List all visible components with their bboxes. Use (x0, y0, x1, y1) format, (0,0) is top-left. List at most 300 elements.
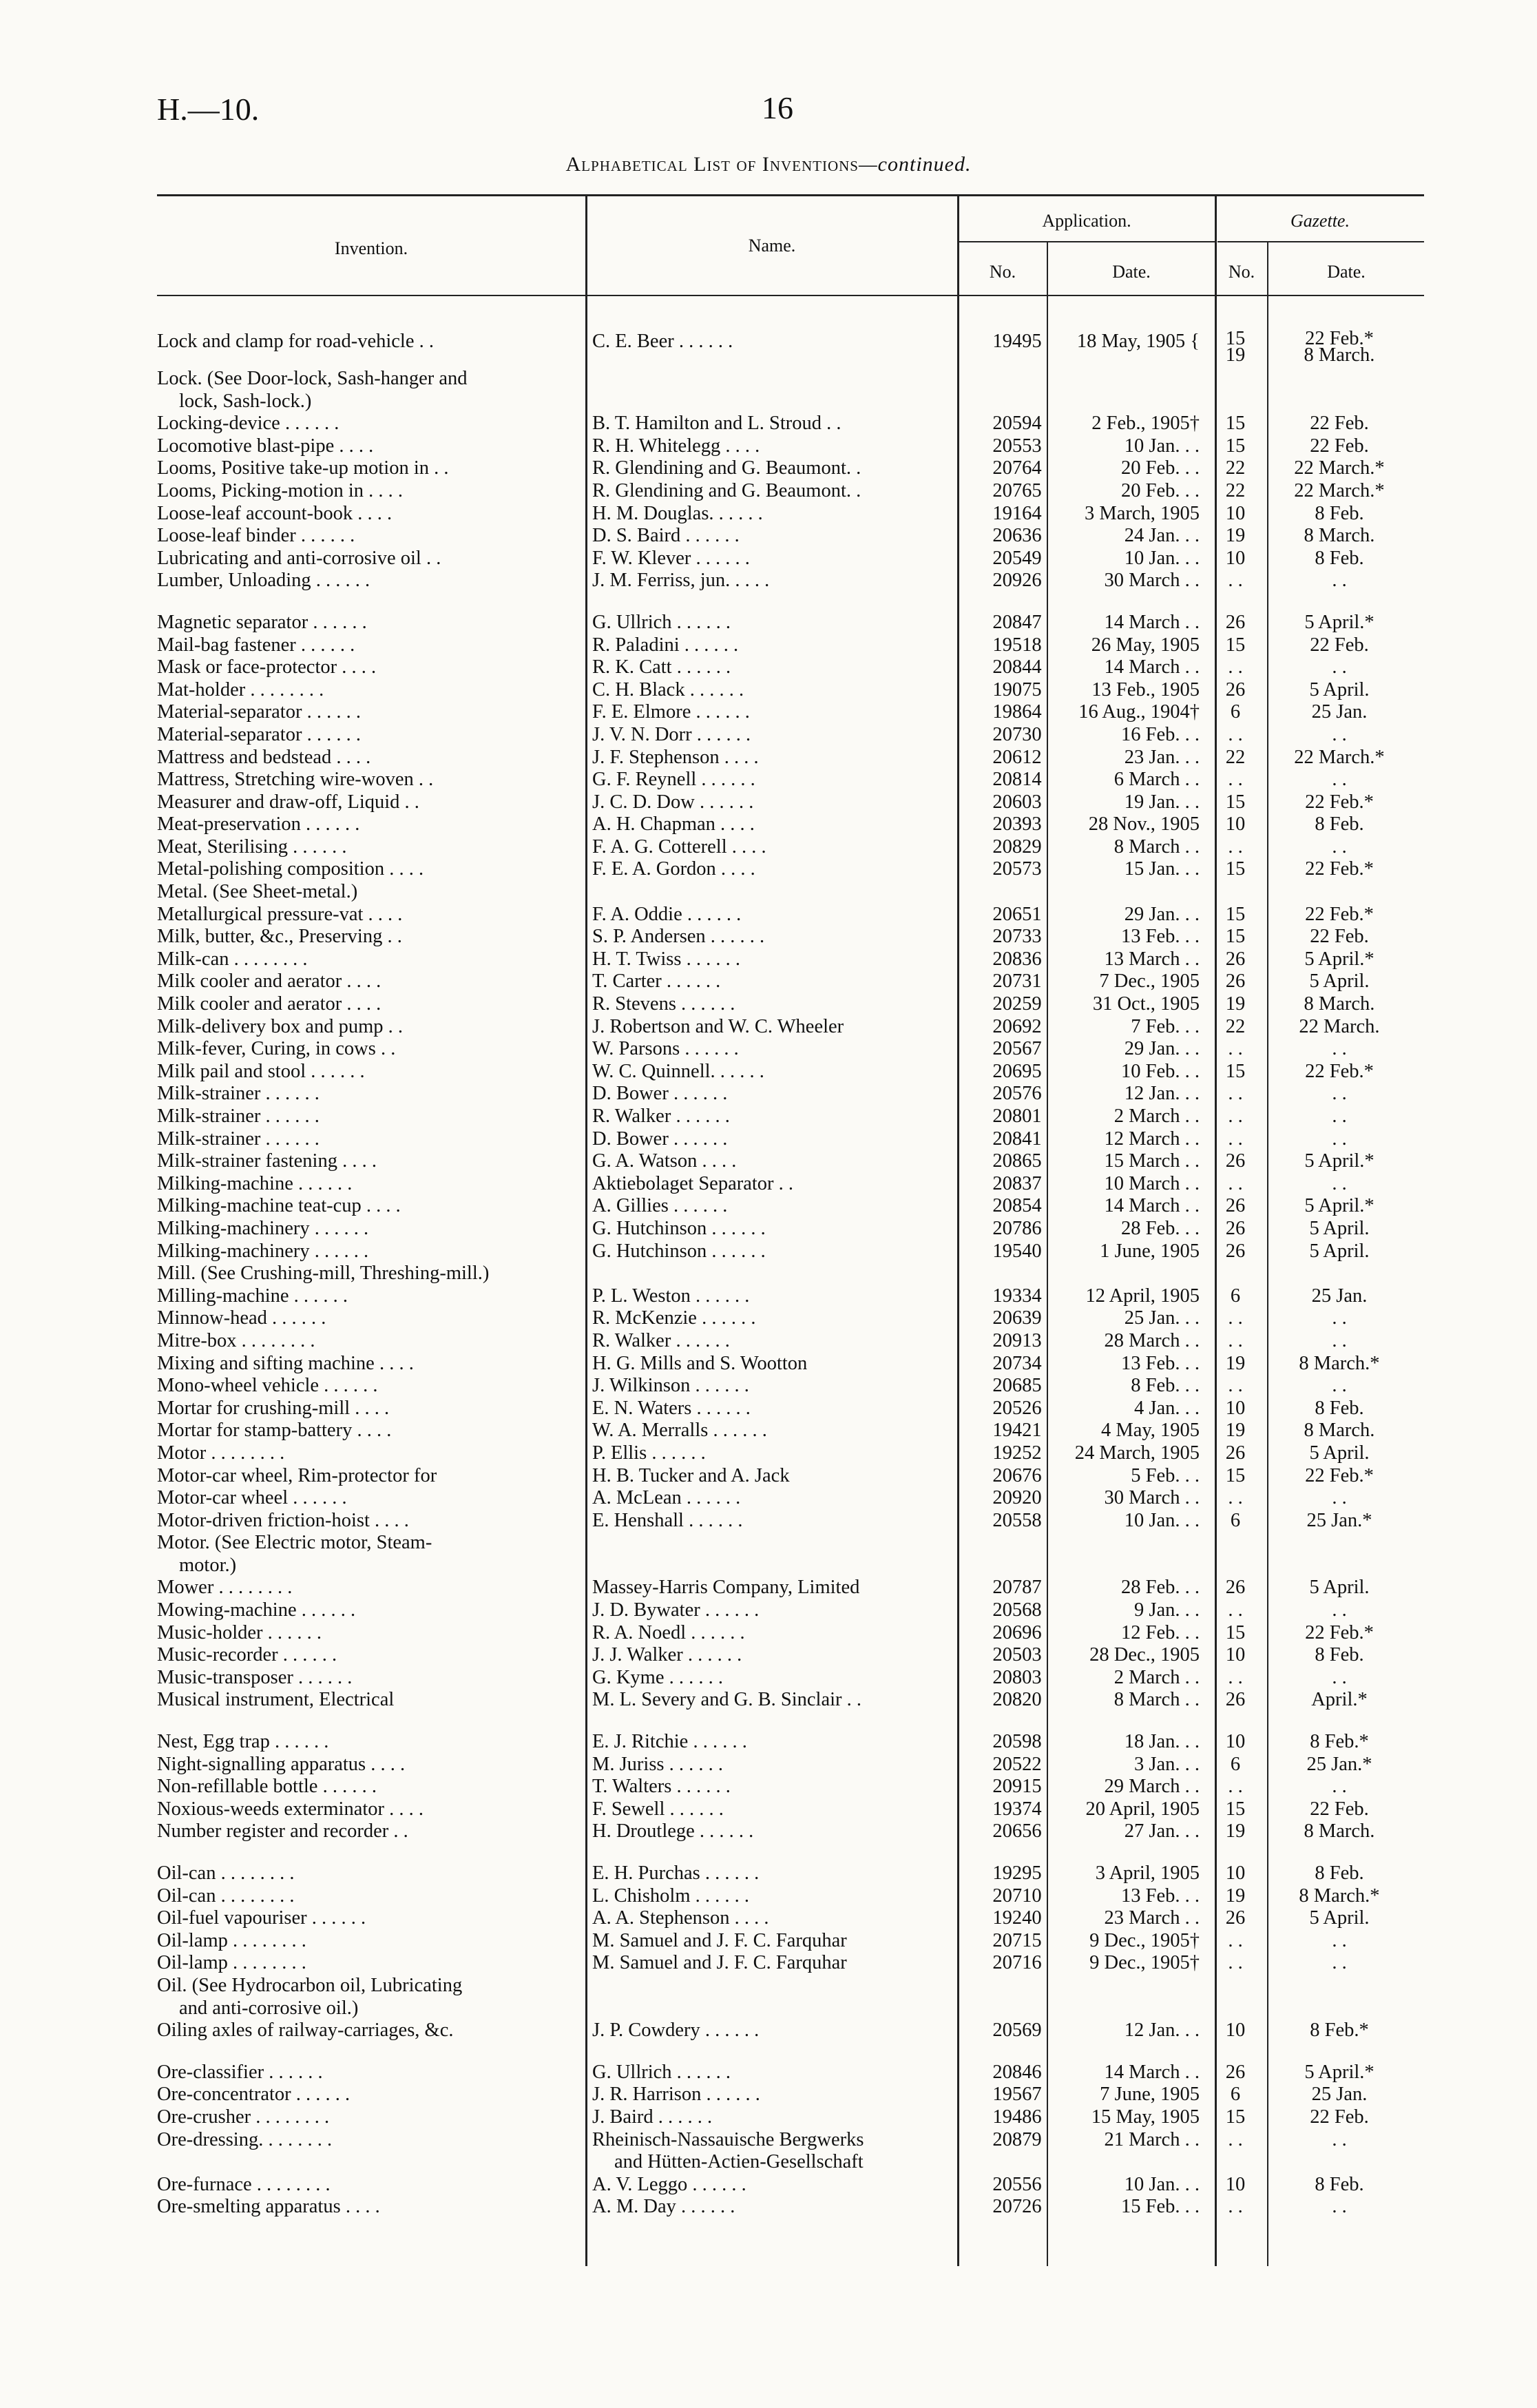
gazette-date-cell: 5 April. (1309, 1217, 1370, 1239)
name-cell: H. M. Douglas. . . . . . (592, 502, 763, 524)
application-number-cell: 20556 (992, 2173, 1042, 2195)
invention-cell: Motor. (See Electric motor, Steam- (157, 1532, 432, 1554)
table-row (157, 948, 1424, 971)
application-number-cell: 20814 (992, 769, 1042, 791)
application-date-cell: 9 Dec., 1905† (1089, 1929, 1200, 1951)
invention-cell: Mortar for crushing-mill . . . . (157, 1397, 390, 1419)
application-number-cell: 20696 (992, 1621, 1042, 1643)
application-date-cell: 19 Jan. . . (1124, 791, 1200, 813)
table-row (157, 1128, 1424, 1151)
name-cell: R. Walker . . . . . . (592, 1106, 730, 1127)
gazette-number-cell: 15 (1225, 1798, 1246, 1820)
gazette-date-cell: 22 Feb.* (1305, 1621, 1374, 1643)
name-cell: R. Glendining and G. Beaumont. . (592, 457, 861, 479)
name-cell: M. Samuel and J. F. C. Farquhar (592, 1929, 847, 1951)
table-row (157, 1398, 1424, 1420)
gazette-number-cell: 26 (1225, 2061, 1246, 2083)
invention-cell: Lock. (See Door-lock, Sash-hanger and (157, 368, 468, 389)
section-gap (157, 592, 1424, 612)
application-number-cell: 20393 (992, 813, 1042, 835)
invention-cell: Oiling axles of railway-carriages, &c. (157, 2020, 454, 2042)
gazette-date-cell: . . (1332, 1038, 1347, 1060)
name-cell: G. Hutchinson . . . . . . (592, 1240, 766, 1262)
name-cell: R. K. Catt . . . . . . (592, 656, 731, 678)
name-cell: A. McLean . . . . . . (592, 1487, 741, 1509)
gazette-date-cell: 8 Feb. (1315, 502, 1364, 524)
application-number-cell: 20569 (992, 2020, 1042, 2042)
invention-cell: Meat-preservation . . . . . . (157, 813, 360, 835)
gazette-number-cell: . . (1228, 1599, 1243, 1621)
application-date-cell: 9 Dec., 1905† (1089, 1952, 1200, 1974)
table-row (157, 1420, 1424, 1442)
invention-cell: Metal-polishing composition . . . . (157, 858, 424, 880)
application-number-cell: 20716 (992, 1952, 1042, 1974)
application-date-cell: 29 March . . (1104, 1776, 1200, 1798)
gazette-date-cell: 22 Feb. (1310, 2106, 1369, 2128)
invention-cell: Ore-smelting apparatus . . . . (157, 2196, 380, 2218)
invention-cell: Oil-can . . . . . . . . (157, 1885, 295, 1907)
application-number-cell: 20915 (992, 1776, 1042, 1798)
gazette-date-cell: 22 Feb.* (1305, 858, 1374, 880)
gazette-number-cell: 19 (1225, 993, 1246, 1015)
page-title (0, 153, 1537, 176)
invention-cell: lock, Sash-lock.) (179, 390, 312, 412)
table-row (157, 881, 1424, 904)
application-date-cell: 20 Feb. . . (1121, 479, 1200, 501)
gazette-date-cell: 8 Feb. (1315, 547, 1364, 569)
application-date-cell: 15 Feb. . . (1121, 2196, 1200, 2218)
application-number-cell: 19164 (992, 502, 1042, 524)
header-gaz-no: No. (1228, 262, 1255, 282)
gazette-number-cell: 15 (1225, 634, 1246, 656)
gazette-date-cell: 22 Feb.* 8 March. (1304, 328, 1375, 366)
application-date-cell: 24 March, 1905 (1074, 1442, 1200, 1464)
gazette-date-cell: 8 Feb. (1315, 813, 1364, 835)
table-row (157, 813, 1424, 836)
gazette-number-cell: 22 (1225, 1015, 1246, 1037)
application-number-cell: 20764 (992, 457, 1042, 479)
gazette-date-cell: 8 March. (1304, 1420, 1375, 1442)
application-date-cell: 13 March . . (1104, 948, 1200, 970)
application-date-cell: 21 March . . (1104, 2128, 1200, 2150)
application-number-cell: 19486 (992, 2106, 1042, 2128)
gazette-date-cell: 8 Feb.* (1310, 1731, 1369, 1753)
table-row (157, 1599, 1424, 1622)
gazette-date-cell: 8 Feb. (1315, 1397, 1364, 1419)
application-number-cell: 19252 (992, 1442, 1042, 1464)
application-number-cell: 20594 (992, 413, 1042, 435)
gazette-date-cell: 22 March.* (1294, 457, 1385, 479)
gazette-number-cell: 19 (1225, 1420, 1246, 1442)
title-continued: —continued. (859, 153, 972, 176)
application-date-cell: 14 March . . (1104, 2061, 1200, 2083)
invention-cell: Oil-lamp . . . . . . . . (157, 1929, 306, 1951)
gazette-number-cell: 19 (1225, 525, 1246, 547)
table-row (157, 1241, 1424, 1263)
invention-cell: Milk, butter, &c., Preserving . . (157, 926, 402, 948)
table-row (157, 457, 1424, 480)
name-cell: H. Droutlege . . . . . . (592, 1820, 754, 1843)
name-cell: A. Gillies . . . . . . (592, 1195, 728, 1217)
gazette-number-cell: 15 (1225, 791, 1246, 813)
table-row (157, 1689, 1424, 1712)
gazette-number-cell: 15 (1225, 1621, 1246, 1643)
invention-cell: Milking-machinery . . . . . . (157, 1240, 369, 1262)
application-date-cell: 4 May, 1905 (1100, 1420, 1200, 1442)
gazette-date-cell: 5 April. (1309, 678, 1370, 700)
name-cell: J. Baird . . . . . . (592, 2106, 713, 2128)
application-date-cell: 29 Jan. . . (1124, 1038, 1200, 1060)
name-cell: R. Paladini . . . . . . (592, 634, 739, 656)
application-number-cell: 20676 (992, 1464, 1042, 1486)
application-date-cell: 16 Feb. . . (1121, 723, 1200, 745)
table-row (157, 480, 1424, 503)
application-date-cell: 3 Jan. . . (1134, 1753, 1200, 1775)
application-date-cell: 14 March . . (1104, 1195, 1200, 1217)
gazette-number-cell: 26 (1225, 1442, 1246, 1464)
gazette-number-cell: 26 (1225, 1217, 1246, 1239)
gazette-number-cell: . . (1228, 1038, 1243, 1060)
gazette-date-cell: 5 April.* (1304, 1150, 1374, 1172)
name-cell: Massey-Harris Company, Limited (592, 1577, 860, 1599)
invention-cell: Looms, Positive take-up motion in . . (157, 457, 449, 479)
table-row (157, 971, 1424, 993)
table-row (157, 747, 1424, 769)
application-date-cell: 2 March . . (1113, 1666, 1200, 1688)
title-main: Alphabetical List of Inventions (565, 153, 859, 176)
gazette-number-cell: . . (1228, 2128, 1243, 2150)
name-cell: C. H. Black . . . . . . (592, 678, 744, 700)
name-cell: Aktiebolaget Separator . . (592, 1172, 794, 1194)
name-cell: J. R. Harrison . . . . . . (592, 2084, 760, 2106)
application-date-cell: 7 June, 1905 (1100, 2084, 1200, 2106)
invention-cell: Material-separator . . . . . . (157, 701, 361, 723)
gazette-date-cell: . . (1332, 1083, 1347, 1105)
gazette-number-cell: 19 (1225, 1352, 1246, 1374)
application-date-cell: 18 May, 1905 { (1076, 331, 1200, 352)
gazette-date-cell: 5 April.* (1304, 1195, 1374, 1217)
table-row (157, 2129, 1424, 2152)
application-date-cell: 3 April, 1905 (1095, 1862, 1200, 1884)
application-number-cell: 20846 (992, 2061, 1042, 2083)
name-cell: E. H. Purchas . . . . . . (592, 1862, 760, 1884)
application-date-cell: 15 May, 1905 (1091, 2106, 1200, 2128)
application-date-cell: 8 March . . (1113, 1689, 1200, 1711)
application-date-cell: 26 May, 1905 (1091, 634, 1200, 656)
table-row (157, 1038, 1424, 1061)
name-cell: E. Henshall . . . . . . (592, 1509, 743, 1531)
application-number-cell: 19240 (992, 1907, 1042, 1929)
application-number-cell: 20695 (992, 1060, 1042, 1082)
application-number-cell: 20837 (992, 1172, 1042, 1194)
name-cell: G. Kyme . . . . . . (592, 1666, 723, 1688)
table-row (157, 1353, 1424, 1376)
table-row (157, 525, 1424, 548)
invention-cell: Night-signalling apparatus . . . . (157, 1753, 406, 1775)
application-number-cell: 20715 (992, 1929, 1042, 1951)
name-cell: R. McKenzie . . . . . . (592, 1307, 756, 1329)
table-row (157, 1061, 1424, 1083)
invention-cell: Oil-lamp . . . . . . . . (157, 1952, 306, 1974)
application-number-cell: 20639 (992, 1307, 1042, 1329)
application-date-cell: 28 Nov., 1905 (1088, 813, 1200, 835)
gazette-number-cell: 10 (1225, 1862, 1246, 1884)
application-number-cell: 19421 (992, 1420, 1042, 1442)
application-date-cell: 30 March . . (1104, 570, 1200, 592)
table-row (157, 1016, 1424, 1039)
invention-cell: Mixing and sifting machine . . . . (157, 1352, 414, 1374)
gazette-number-cell: 26 (1225, 1577, 1246, 1599)
application-date-cell: 15 Jan. . . (1124, 858, 1200, 880)
application-date-cell: 4 Jan. . . (1134, 1397, 1200, 1419)
gazette-number-cell: . . (1228, 1128, 1243, 1150)
table-top-rule (157, 194, 1424, 196)
application-number-cell: 20913 (992, 1329, 1042, 1351)
gazette-date-cell: 22 March. (1299, 1015, 1380, 1037)
name-cell: G. F. Reynell . . . . . . (592, 769, 755, 791)
gazette-number-cell: 15 19 (1225, 328, 1246, 366)
table-row (157, 1975, 1424, 1997)
table-row (157, 1754, 1424, 1776)
header-gaz-date: Date. (1327, 262, 1366, 282)
application-date-cell: 1 June, 1905 (1100, 1240, 1200, 1262)
invention-cell: Milk-strainer fastening . . . . (157, 1150, 377, 1172)
invention-cell: Meat, Sterilising . . . . . . (157, 835, 347, 858)
invention-cell: Mower . . . . . . . . (157, 1577, 293, 1599)
section-gap (157, 2042, 1424, 2062)
gazette-number-cell: 15 (1225, 413, 1246, 435)
application-number-cell: 20567 (992, 1038, 1042, 1060)
gazette-date-cell: 22 Feb.* (1305, 903, 1374, 925)
table-row (157, 993, 1424, 1016)
name-cell: W. A. Merralls . . . . . . (592, 1420, 767, 1442)
invention-cell: Loose-leaf binder . . . . . . (157, 525, 355, 547)
name-cell: M. Samuel and J. F. C. Farquhar (592, 1952, 847, 1974)
table-row (157, 724, 1424, 747)
name-cell: R. Glendining and G. Beaumont. . (592, 479, 861, 501)
gazette-number-cell: 15 (1225, 1060, 1246, 1082)
application-number-cell: 20844 (992, 656, 1042, 678)
application-number-cell: 20787 (992, 1577, 1042, 1599)
table-row (157, 1622, 1424, 1645)
gazette-date-cell: 25 Jan.* (1306, 1509, 1372, 1531)
table-row (157, 1106, 1424, 1128)
table-row (157, 1330, 1424, 1353)
gazette-number-cell: 10 (1225, 502, 1246, 524)
gazette-number-cell: 6 (1230, 1285, 1241, 1307)
invention-cell: Music-recorder . . . . . . (157, 1644, 337, 1666)
name-cell: D. S. Baird . . . . . . (592, 525, 740, 547)
application-number-cell: 20522 (992, 1753, 1042, 1775)
application-number-cell: 20710 (992, 1885, 1042, 1907)
table-row (157, 1532, 1424, 1555)
header-gazette: Gazette. (1290, 211, 1350, 231)
application-date-cell: 12 March . . (1104, 1128, 1200, 1150)
name-cell: D. Bower . . . . . . (592, 1083, 728, 1105)
application-number-cell: 20730 (992, 723, 1042, 745)
table-row (157, 1285, 1424, 1308)
application-date-cell: 15 March . . (1104, 1150, 1200, 1172)
header-application: Application. (1042, 211, 1131, 231)
table-row (157, 1907, 1424, 1930)
application-date-cell: 6 March . . (1113, 769, 1200, 791)
invention-cell: Ore-furnace . . . . . . . . (157, 2173, 331, 2195)
application-date-cell: 20 April, 1905 (1085, 1798, 1200, 1820)
application-number-cell: 20568 (992, 1599, 1042, 1621)
gazette-date-cell: 22 Feb. (1310, 413, 1369, 435)
application-date-cell: 7 Feb. . . (1131, 1015, 1200, 1037)
name-cell: T. Walters . . . . . . (592, 1776, 731, 1798)
gazette-number-cell: . . (1228, 1776, 1243, 1798)
application-date-cell: 14 March . . (1104, 656, 1200, 678)
name-cell: R. A. Noedl . . . . . . (592, 1621, 745, 1643)
application-date-cell: 24 Jan. . . (1124, 525, 1200, 547)
table-row (157, 503, 1424, 526)
application-number-cell: 19864 (992, 701, 1042, 723)
gazette-number-cell: 22 (1225, 479, 1246, 501)
application-number-cell: 20765 (992, 479, 1042, 501)
name-cell: F. Sewell . . . . . . (592, 1798, 724, 1820)
name-cell: D. Bower . . . . . . (592, 1128, 728, 1150)
gazette-number-cell: 6 (1230, 2084, 1241, 2106)
gazette-number-cell: . . (1228, 769, 1243, 791)
application-number-cell: 20733 (992, 926, 1042, 948)
application-date-cell: 14 March . . (1104, 611, 1200, 633)
table-row (157, 2062, 1424, 2084)
name-cell: R. Stevens . . . . . . (592, 993, 735, 1015)
name-cell: Rheinisch-Nassauische Bergwerks (592, 2128, 864, 2150)
application-number-cell: 19540 (992, 1240, 1042, 1262)
invention-cell: Metallurgical pressure-vat . . . . (157, 903, 403, 925)
invention-cell: Mill. (See Crushing-mill, Threshing-mill.) (157, 1263, 490, 1285)
invention-cell: Milk-strainer . . . . . . (157, 1106, 320, 1127)
application-date-cell: 25 Jan. . . (1124, 1307, 1200, 1329)
application-number-cell: 20576 (992, 1083, 1042, 1105)
invention-cell: Mowing-machine . . . . . . (157, 1599, 356, 1621)
name-cell: P. Ellis . . . . . . (592, 1442, 706, 1464)
gazette-number-cell: . . (1228, 656, 1243, 678)
invention-cell: Milk-fever, Curing, in cows . . (157, 1038, 396, 1060)
application-number-cell: 20734 (992, 1352, 1042, 1374)
application-date-cell: 10 March . . (1104, 1172, 1200, 1194)
gazette-number-cell: 26 (1225, 948, 1246, 970)
table-row (157, 1173, 1424, 1196)
gazette-number-cell: . . (1228, 1375, 1243, 1397)
application-number-cell: 20731 (992, 971, 1042, 993)
invention-cell: Mattress, Stretching wire-woven . . (157, 769, 434, 791)
gazette-date-cell: 22 Feb.* (1305, 1060, 1374, 1082)
invention-cell: Loose-leaf account-book . . . . (157, 502, 393, 524)
name-cell: J. P. Cowdery . . . . . . (592, 2020, 760, 2042)
name-cell: J. D. Bywater . . . . . . (592, 1599, 760, 1621)
invention-cell: Milk-can . . . . . . . . (157, 948, 308, 970)
name-cell: M. Juriss . . . . . . (592, 1753, 724, 1775)
gazette-date-cell: 8 Feb.* (1310, 2020, 1369, 2042)
application-number-cell: 20926 (992, 570, 1042, 592)
application-number-cell: 20854 (992, 1195, 1042, 1217)
application-date-cell: 8 March . . (1113, 835, 1200, 858)
name-cell: A. H. Chapman . . . . (592, 813, 755, 835)
application-number-cell: 20503 (992, 1644, 1042, 1666)
gazette-date-cell: . . (1332, 1106, 1347, 1127)
invention-cell: Lock and clamp for road-vehicle . . (157, 331, 434, 352)
name-cell: R. Walker . . . . . . (592, 1329, 730, 1351)
application-date-cell: 12 Jan. . . (1124, 2020, 1200, 2042)
name-cell: P. L. Weston . . . . . . (592, 1285, 750, 1307)
name-cell: F. A. G. Cotterell . . . . (592, 835, 766, 858)
gazette-number-cell: . . (1228, 1487, 1243, 1509)
invention-cell: Milk-delivery box and pump . . (157, 1015, 403, 1037)
application-number-cell: 20636 (992, 525, 1042, 547)
invention-cell: and anti-corrosive oil.) (179, 1997, 359, 2019)
invention-cell: Musical instrument, Electrical (157, 1689, 395, 1711)
invention-cell: Mitre-box . . . . . . . . (157, 1329, 315, 1351)
gazette-date-cell: . . (1332, 1666, 1347, 1688)
application-number-cell: 20920 (992, 1487, 1042, 1509)
gazette-date-cell: . . (1332, 723, 1347, 745)
application-date-cell: 13 Feb. . . (1121, 1885, 1200, 1907)
invention-cell: Magnetic separator . . . . . . (157, 611, 367, 633)
application-number-cell: 20692 (992, 1015, 1042, 1037)
gazette-number-cell: 10 (1225, 1397, 1246, 1419)
invention-cell: Motor-car wheel, Rim-protector for (157, 1464, 437, 1486)
page-header (157, 85, 1424, 134)
application-date-cell: 28 Feb. . . (1121, 1577, 1200, 1599)
inventions-table (157, 328, 1424, 2219)
name-cell: J. M. Ferriss, jun. . . . . (592, 570, 770, 592)
name-cell: G. A. Watson . . . . (592, 1150, 737, 1172)
gazette-subheader-rule (1217, 241, 1424, 242)
table-row (157, 1862, 1424, 1885)
gazette-number-cell: 15 (1225, 903, 1246, 925)
gazette-date-cell: 22 Feb.* (1305, 791, 1374, 813)
name-cell: E. J. Ritchie . . . . . . (592, 1731, 747, 1753)
gazette-number-cell: 26 (1225, 1689, 1246, 1711)
table-row (157, 391, 1424, 413)
application-number-cell: 20786 (992, 1217, 1042, 1239)
table-row (157, 1083, 1424, 1106)
gazette-date-cell: . . (1332, 769, 1347, 791)
gazette-date-cell: 8 Feb. (1315, 1862, 1364, 1884)
name-cell: W. C. Quinnell. . . . . . (592, 1060, 764, 1082)
gazette-number-cell: 22 (1225, 457, 1246, 479)
application-number-cell: 20598 (992, 1731, 1042, 1753)
page-number: 16 (762, 90, 793, 125)
gazette-number-cell: 10 (1225, 813, 1246, 835)
application-number-cell: 19295 (992, 1862, 1042, 1884)
section-gap (157, 1843, 1424, 1862)
gazette-number-cell: 26 (1225, 611, 1246, 633)
application-date-cell: 12 Feb. . . (1121, 1621, 1200, 1643)
name-cell: S. P. Andersen . . . . . . (592, 926, 765, 948)
name-cell: F. E. Elmore . . . . . . (592, 701, 750, 723)
gazette-number-cell: 26 (1225, 678, 1246, 700)
table-row (157, 858, 1424, 881)
table-row (157, 904, 1424, 926)
table-row (157, 612, 1424, 634)
name-cell: H. G. Mills and S. Wootton (592, 1352, 808, 1374)
invention-cell: Mat-holder . . . . . . . . (157, 678, 324, 700)
name-cell: C. E. Beer . . . . . . (592, 331, 733, 352)
application-date-cell: 2 March . . (1113, 1106, 1200, 1127)
invention-cell: Metal. (See Sheet-metal.) (157, 881, 358, 903)
invention-cell: Motor-car wheel . . . . . . (157, 1487, 347, 1509)
gazette-date-cell: . . (1332, 835, 1347, 858)
application-number-cell: 20656 (992, 1820, 1042, 1843)
application-date-cell: 18 Jan. . . (1124, 1731, 1200, 1753)
invention-cell: Milk-strainer . . . . . . (157, 1128, 320, 1150)
table-row (157, 1885, 1424, 1908)
